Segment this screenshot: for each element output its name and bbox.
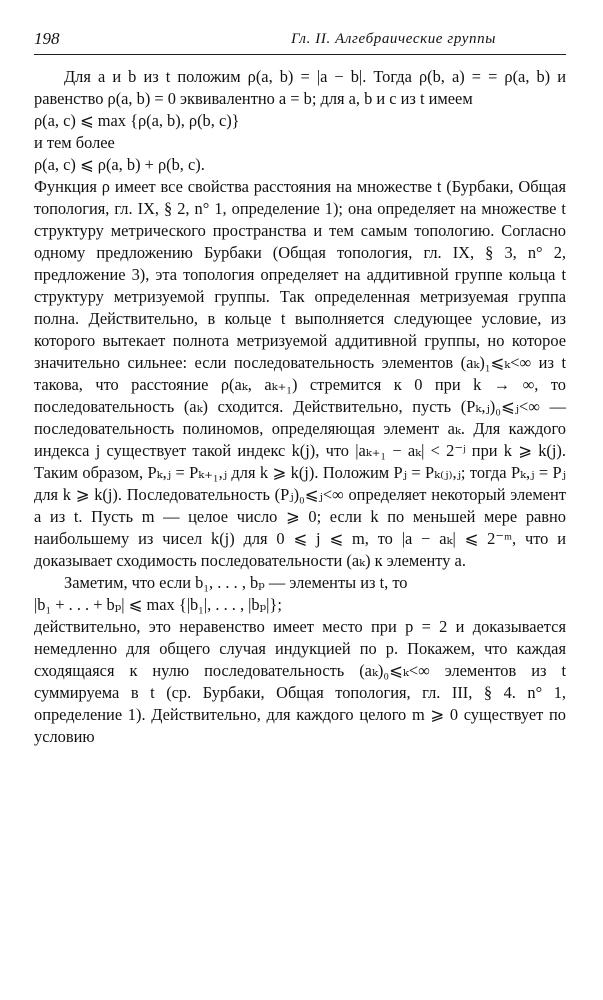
page-number: 198 bbox=[34, 29, 60, 48]
formula-max-inequality: ρ(a, c) ⩽ max {ρ(a, b), ρ(b, c)} bbox=[34, 111, 240, 130]
paragraph-4: Заметим, что если b₁, . . . , bₚ — элементы из t, то bbox=[64, 573, 408, 592]
page-body bbox=[34, 66, 566, 748]
paragraph-1: Для a и b из t положим ρ(a, b) = |a − b|. Тогда ρ(b, a) = = ρ(a, b) и равенство ρ(a, b) = 0 эквивалентно a = b; для a, b и c из t имеем bbox=[34, 67, 566, 108]
paragraph-2: и тем более bbox=[34, 133, 115, 152]
paragraph-5: действительно, это неравенство имеет место при p = 2 и доказывается немедленно для общего случая индукцией по p. Покажем, что каждая сходящаяся к нулю последовательность (aₖ)₀⩽ₖ<∞ элементов из t суммируема в t (ср. Бурбаки, Общая топология, гл. III, § 4. n° 1, определение 1). Действительно, для каждого целого m ⩾ 0 существует по условию bbox=[34, 617, 566, 746]
formula-triangle-inequality: ρ(a, c) ⩽ ρ(a, b) + ρ(b, c). bbox=[34, 155, 205, 174]
formula-sum-inequality: |b₁ + . . . + bₚ| ⩽ max {|b₁|, . . . , |bₚ|}; bbox=[34, 595, 282, 614]
running-head: Гл. II. Алгебраические группы bbox=[291, 31, 496, 47]
paragraph-3: Функция ρ имеет все свойства расстояния на множестве t (Бурбаки, Общая топология, гл. IX, § 2, n° 1, определение 1); она определяет на множестве t структуру метрического пространства и тем самым топологию. Согласно одному предложению Бурбаки (Общая топология, гл. IX, § 3, n° 2, предложение 3), эта топология определяет на аддитивной группе кольца t структуру метризуемой группы. Так определенная метризуемая группа полна. Действительно, в кольце t выполняется следующее условие, из которого вытекает полнота метризуемой аддитивной группы, но которое значительно сильнее: если последовательность элементов (aₖ)₁⩽ₖ<∞ из t такова, что расстояние ρ(aₖ, aₖ₊₁) стремится к 0 при k → ∞, то последовательность (aₖ) сходится. Действительно, пусть (Pₖ,ⱼ)₀⩽ⱼ<∞ — последовательность полиномов, определяющая элемент aₖ. Для каждого индекса j существует такой индекс k(j), что |aₖ₊₁ − aₖ| < 2⁻ʲ при k ⩾ k(j). Таким образом, Pₖ,ⱼ = Pₖ₊₁,ⱼ для k ⩾ k(j). Положим Pⱼ = Pₖ₍ⱼ₎,ⱼ; тогда Pₖ,ⱼ = Pⱼ для k ⩾ k(j). Последовательность (Pⱼ)₀⩽ⱼ<∞ определяет некоторый элемент a из t. Пусть m — целое число ⩾ 0; если k по меньшей мере равно наибольшему из чисел k(j) для 0 ⩽ j ⩽ m, то |a − aₖ| ⩽ 2⁻ᵐ, что и доказывает сходимость последовательности (aₖ) к элементу a. bbox=[34, 177, 566, 570]
page-header bbox=[34, 28, 566, 55]
